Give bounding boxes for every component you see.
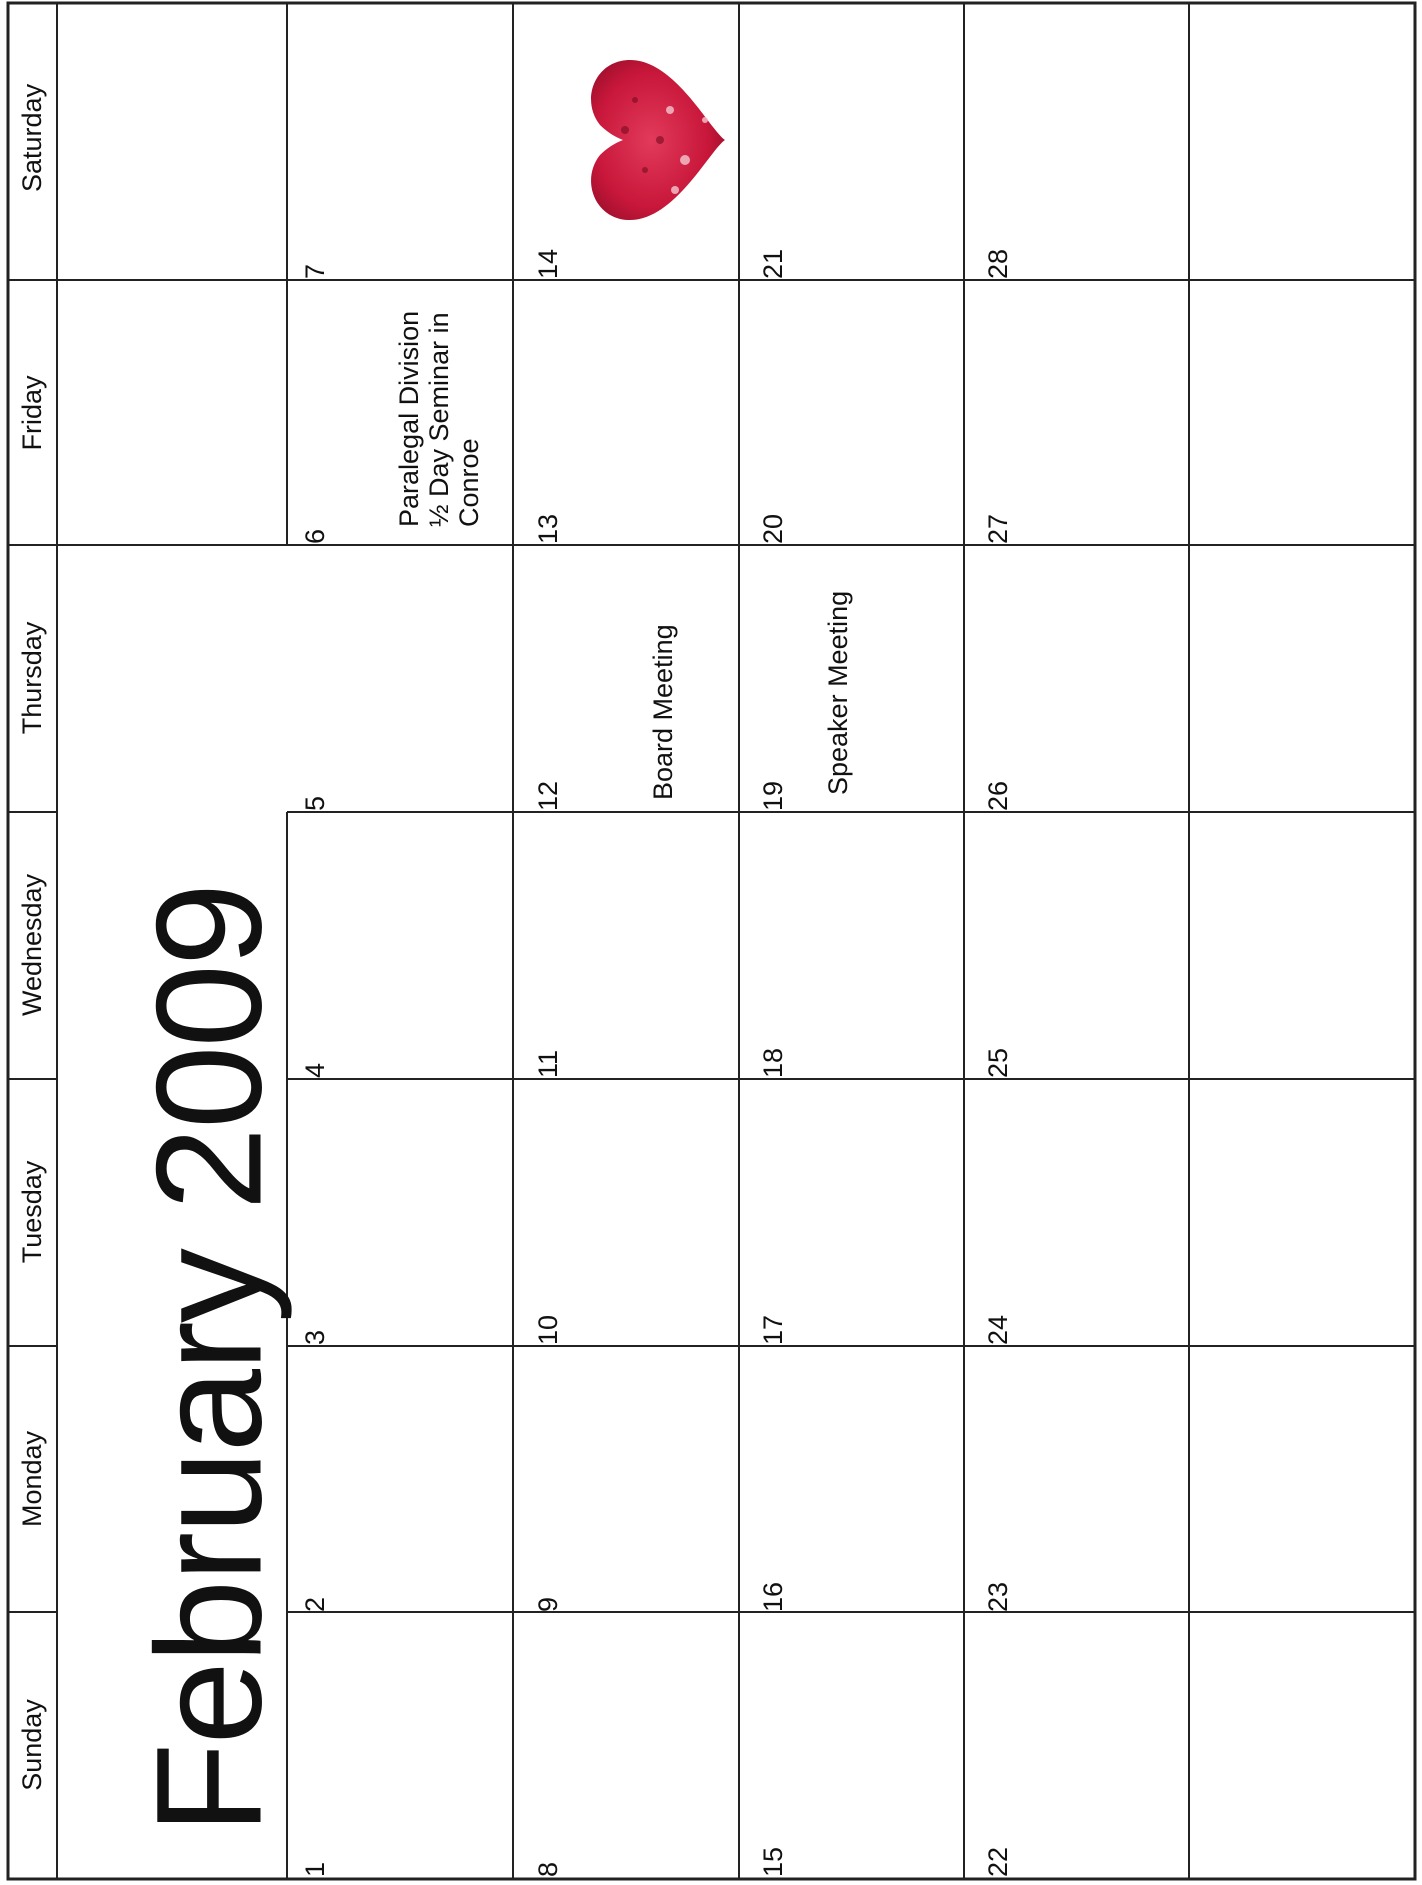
weekday-tuesday: Tuesday: [17, 1160, 47, 1264]
weekday-saturday: Saturday: [17, 83, 47, 192]
day-number-16: 16: [758, 1581, 788, 1612]
day-number-24: 24: [983, 1314, 1013, 1345]
day-number-19: 19: [758, 780, 788, 811]
weekday-wednesday: Wednesday: [17, 873, 47, 1017]
day-number-21: 21: [758, 248, 788, 279]
day-number-3: 3: [300, 1329, 330, 1345]
weekday-friday: Friday: [17, 375, 47, 451]
day-number-6: 6: [300, 528, 330, 544]
day-number-25: 25: [983, 1047, 1013, 1078]
event-speaker-meeting: Speaker Meeting: [823, 590, 853, 795]
event-board-meeting: Board Meeting: [648, 624, 678, 800]
day-number-13: 13: [533, 513, 563, 544]
day-number-4: 4: [300, 1062, 330, 1078]
day-number-15: 15: [758, 1846, 788, 1877]
weekday-sunday: Sunday: [17, 1699, 47, 1791]
day-number-23: 23: [983, 1581, 1013, 1612]
weekday-monday: Monday: [17, 1430, 47, 1528]
day-number-18: 18: [758, 1047, 788, 1078]
day-number-10: 10: [533, 1314, 563, 1345]
event-feb6-line3: Conroe: [454, 438, 484, 527]
heart-icon: [565, 40, 745, 240]
day-number-22: 22: [983, 1846, 1013, 1877]
day-number-26: 26: [983, 780, 1013, 811]
day-number-7: 7: [300, 263, 330, 279]
page-title: February 2009: [124, 884, 293, 1835]
event-feb6-line2: ½ Day Seminar in: [424, 312, 454, 527]
day-number-12: 12: [533, 780, 563, 811]
day-number-8: 8: [533, 1861, 563, 1877]
event-feb6-line1: Paralegal Division: [394, 310, 424, 527]
day-number-9: 9: [533, 1596, 563, 1612]
day-number-11: 11: [533, 1049, 563, 1078]
day-number-1: 1: [300, 1861, 330, 1877]
day-number-28: 28: [983, 248, 1013, 279]
day-number-2: 2: [300, 1596, 330, 1612]
weekday-thursday: Thursday: [17, 621, 47, 735]
day-number-17: 17: [758, 1314, 788, 1345]
day-number-5: 5: [300, 795, 330, 811]
day-number-20: 20: [758, 513, 788, 544]
event-feb6: [394, 293, 488, 527]
day-number-14: 14: [533, 248, 563, 279]
day-number-27: 27: [983, 513, 1013, 544]
